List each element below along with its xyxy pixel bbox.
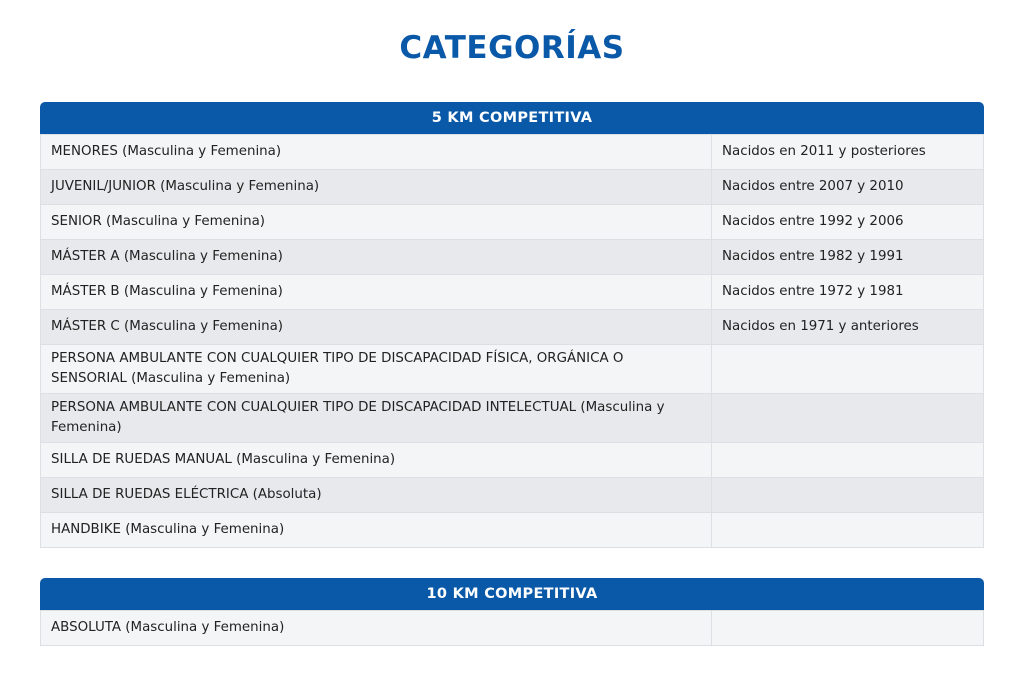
years-cell: Nacidos entre 1982 y 1991 (712, 240, 984, 275)
category-cell: ABSOLUTA (Masculina y Femenina) (41, 611, 712, 646)
table-row (41, 275, 984, 310)
section-5km (40, 102, 984, 548)
table-row (41, 478, 984, 513)
category-cell: JUVENIL/JUNIOR (Masculina y Femenina) (41, 170, 712, 205)
category-cell: SENIOR (Masculina y Femenina) (41, 205, 712, 240)
years-cell (712, 513, 984, 548)
category-cell: PERSONA AMBULANTE CON CUALQUIER TIPO DE DISCAPACIDAD INTELECTUAL (Masculina y Femenina) (41, 394, 712, 443)
table-row (41, 394, 984, 443)
years-cell (712, 611, 984, 646)
category-cell: MÁSTER A (Masculina y Femenina) (41, 240, 712, 275)
years-cell (712, 394, 984, 443)
years-cell: Nacidos en 1971 y anteriores (712, 310, 984, 345)
years-cell: Nacidos entre 1992 y 2006 (712, 205, 984, 240)
section-header: 5 KM COMPETITIVA (40, 102, 984, 134)
section-10km (40, 578, 984, 646)
table-row (41, 170, 984, 205)
years-cell (712, 443, 984, 478)
categories-table (40, 610, 984, 646)
category-cell: MÁSTER C (Masculina y Femenina) (41, 310, 712, 345)
years-cell: Nacidos en 2011 y posteriores (712, 135, 984, 170)
table-row (41, 513, 984, 548)
category-cell: HANDBIKE (Masculina y Femenina) (41, 513, 712, 548)
years-cell (712, 478, 984, 513)
category-cell: SILLA DE RUEDAS ELÉCTRICA (Absoluta) (41, 478, 712, 513)
category-cell: PERSONA AMBULANTE CON CUALQUIER TIPO DE DISCAPACIDAD FÍSICA, ORGÁNICA O SENSORIAL (Masculina y Femenina) (41, 345, 712, 394)
table-row (41, 443, 984, 478)
years-cell: Nacidos entre 1972 y 1981 (712, 275, 984, 310)
table-row (41, 205, 984, 240)
table-row (41, 135, 984, 170)
category-cell: SILLA DE RUEDAS MANUAL (Masculina y Femenina) (41, 443, 712, 478)
table-row (41, 310, 984, 345)
table-row (41, 611, 984, 646)
table-row (41, 240, 984, 275)
category-cell: MENORES (Masculina y Femenina) (41, 135, 712, 170)
table-row (41, 345, 984, 394)
years-cell (712, 345, 984, 394)
category-cell: MÁSTER B (Masculina y Femenina) (41, 275, 712, 310)
section-header: 10 KM COMPETITIVA (40, 578, 984, 610)
page-title: CATEGORÍAS (399, 30, 625, 66)
categories-table (40, 134, 984, 548)
years-cell: Nacidos entre 2007 y 2010 (712, 170, 984, 205)
